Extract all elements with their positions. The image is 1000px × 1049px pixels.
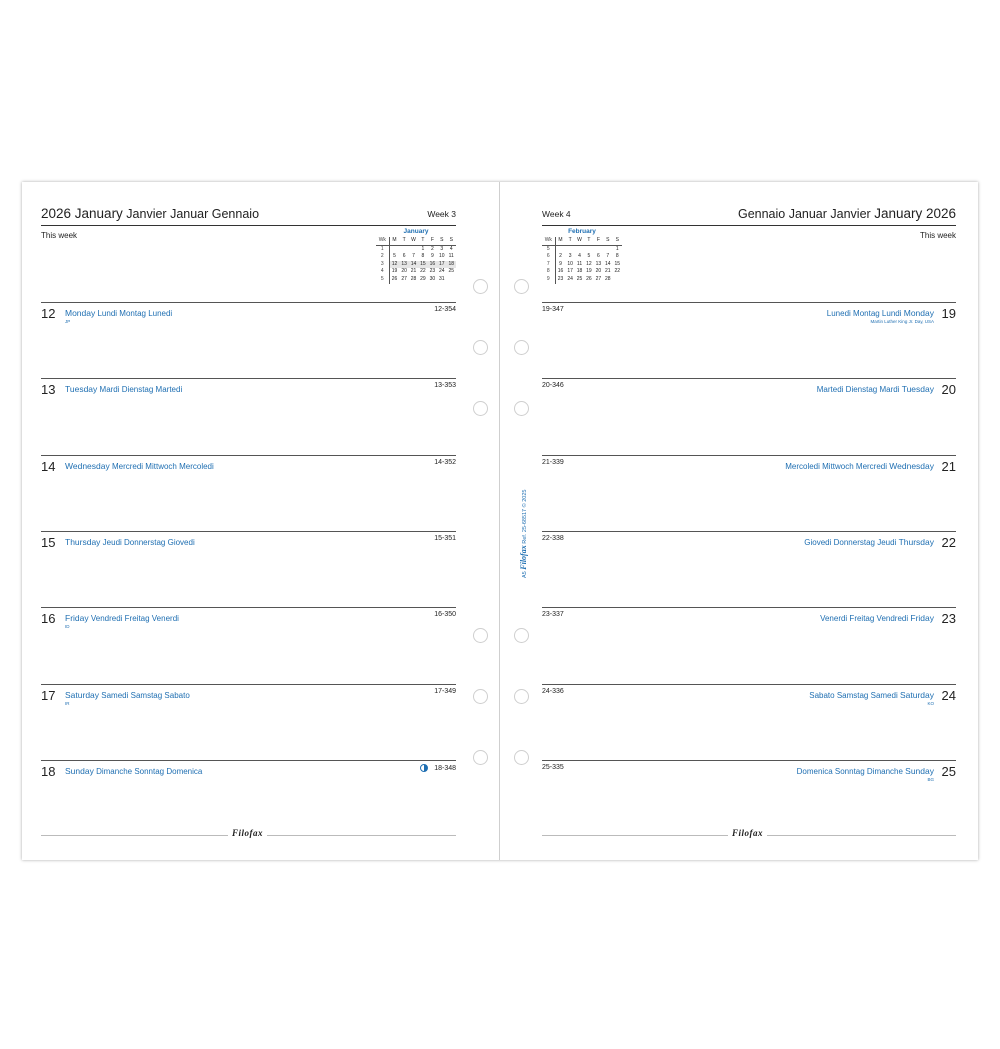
right-calendar-day-cell: 17 [567, 268, 573, 275]
left-day-name [65, 384, 182, 394]
right-calendar-week-row [542, 261, 622, 269]
left-day-number: 14 [41, 458, 56, 474]
right-calendar-day-cell [584, 245, 593, 253]
binder-hole [514, 689, 529, 704]
left-title-languages: Janvier Januar Gennaio [126, 207, 260, 221]
right-title-languages: Gennaio Januar Janvier [737, 207, 871, 221]
right-day-number: 21 [941, 458, 956, 474]
right-mini-calendar [542, 228, 622, 284]
binder-hole [514, 340, 529, 355]
left-calendar-day-cell [389, 245, 399, 253]
right-day-number: 23 [941, 611, 956, 627]
left-calendar-day-cell: 6 [402, 253, 406, 260]
right-calendar-day-cell: 25 [576, 275, 583, 282]
right-calendar-day-cell: 15 [614, 260, 621, 267]
right-day-count-text: 24-336 [542, 687, 564, 695]
left-calendar-header-cell: T [418, 237, 427, 245]
left-calendar-week-number: 1 [376, 245, 389, 253]
left-day-name-languages: Mercredi Mittwoch Mercoledi [111, 461, 214, 471]
left-calendar-week-row [376, 268, 456, 276]
right-calendar-week-number: 5 [542, 245, 555, 253]
right-calendar-day-cell: 26 [586, 275, 592, 282]
right-day-count-text: 25-335 [542, 763, 564, 771]
left-day-rule [41, 531, 456, 532]
left-calendar-day-cell: 24 [439, 268, 445, 275]
left-calendar-week-row [376, 261, 456, 269]
left-day-name-languages: Lundi Montag Lunedi [97, 309, 173, 318]
right-day-number: 24 [941, 687, 956, 703]
left-day-name [65, 537, 195, 547]
diary-spread [22, 182, 978, 860]
left-calendar-day-cell: 25 [448, 268, 455, 275]
left-this-week-label: This week [41, 231, 78, 240]
left-calendar-day-cell [399, 245, 408, 253]
right-day-count [542, 306, 564, 313]
right-calendar-header-cell: F [594, 237, 603, 245]
right-day-name-languages: Giovedi Donnerstag Jeudi [804, 537, 897, 547]
binder-hole [473, 689, 488, 704]
right-calendar-day-cell: 13 [595, 260, 602, 267]
left-calendar-day-cell: 2 [430, 245, 434, 252]
right-day-rule [542, 531, 956, 532]
right-day-name-languages: Domenica Sonntag Dimanche [796, 766, 903, 776]
left-calendar-day-cell: 20 [401, 268, 407, 275]
binder-hole [473, 340, 488, 355]
right-day-name-main: Tuesday [901, 384, 934, 395]
left-calendar-day-cell: 1 [421, 245, 425, 252]
right-calendar-week-number: 9 [542, 276, 555, 284]
left-filofax-logo: Filofax [228, 828, 267, 838]
right-calendar-day-cell [575, 245, 584, 253]
right-calendar-week-row [542, 245, 622, 253]
left-calendar-day-cell [447, 276, 457, 284]
right-calendar-day-cell: 18 [576, 268, 583, 275]
right-calendar-day-cell: 23 [557, 275, 564, 282]
left-calendar-header-cell: W [409, 237, 418, 245]
left-day-count-text: 12-354 [434, 306, 456, 313]
left-day-name [65, 690, 190, 700]
right-calendar-day-cell [565, 245, 574, 253]
right-page [500, 182, 978, 860]
right-day-name [817, 384, 934, 394]
right-calendar-week-row [542, 276, 622, 284]
spine-size-label: A5 [522, 571, 528, 578]
right-day-name [809, 690, 934, 700]
left-header-rule [41, 225, 456, 226]
right-calendar-week-row [542, 253, 622, 261]
left-day-name-languages: Dimanche Sonntag Domenica [96, 766, 203, 776]
right-calendar-day-cell: 2 [559, 253, 562, 260]
right-day-number: 22 [941, 534, 956, 550]
left-day-count-text: 18-348 [434, 764, 456, 772]
left-calendar-header-cell: T [399, 237, 408, 245]
left-day-name-languages: Mardi Dienstag Martedi [99, 385, 183, 395]
left-day-name-main: Tuesday [65, 384, 98, 395]
right-day-name-main: Saturday [899, 689, 934, 700]
right-day-number: 25 [941, 763, 956, 779]
right-header-rule [542, 225, 956, 226]
right-day-number: 19 [941, 306, 956, 321]
left-day-count [420, 764, 456, 772]
left-calendar-week-row [376, 276, 456, 284]
right-calendar-day-cell: 3 [568, 253, 572, 260]
left-day-name [65, 613, 179, 623]
right-day-name-languages: Mercoledi Mittwoch Mercredi [785, 461, 888, 471]
right-day-name [827, 308, 934, 318]
right-day-name-languages: Martedi Dienstag Mardi [816, 385, 900, 395]
spine-reference-text [519, 490, 528, 578]
right-day-number: 20 [941, 382, 956, 398]
left-calendar-header-cell: M [389, 237, 399, 245]
binder-hole [473, 750, 488, 765]
left-day-rule [41, 684, 456, 685]
left-day-name [65, 461, 214, 471]
left-calendar-day-cell: 7 [412, 253, 415, 260]
left-day-count-text: 16-350 [434, 611, 456, 619]
right-day-name-languages: Sabato Samstag Samedi [809, 690, 898, 700]
right-calendar-day-cell: 7 [606, 253, 610, 260]
right-day-name-main: Friday [910, 613, 934, 624]
right-calendar-day-cell: 20 [595, 268, 602, 275]
left-title-year-month: 2026 January [41, 206, 123, 221]
left-page-title [41, 206, 259, 221]
left-calendar-day-cell: 16 [429, 260, 436, 267]
right-day-count [542, 382, 564, 389]
right-day-count [542, 611, 564, 618]
right-day-count-text: 19-347 [542, 306, 564, 313]
left-day-rule [41, 760, 456, 761]
spine-brand-logo: Filofax [519, 545, 528, 570]
left-day-count [434, 459, 456, 466]
right-day-count [542, 688, 564, 695]
left-calendar-day-cell: 22 [420, 268, 426, 275]
left-day-name-main: Thursday [65, 536, 101, 547]
right-day-name [804, 537, 934, 547]
right-calendar-day-cell: 4 [578, 253, 581, 260]
right-day-name [797, 766, 934, 776]
left-day-count [434, 611, 456, 618]
right-calendar-day-cell: 16 [557, 268, 564, 275]
left-day-number: 16 [41, 611, 56, 627]
right-calendar-day-cell: 22 [614, 268, 621, 275]
left-day-name [65, 308, 172, 318]
right-day-count [542, 459, 564, 466]
right-calendar-day-cell [613, 276, 623, 284]
right-day-count [542, 535, 564, 542]
left-calendar-day-cell: 13 [401, 260, 407, 267]
left-mini-calendar-grid [376, 237, 456, 284]
right-mini-calendar-grid [542, 237, 622, 284]
right-calendar-day-cell: 14 [605, 260, 611, 267]
right-day-name-main: Thursday [898, 536, 934, 547]
left-calendar-header-cell: S [447, 237, 457, 245]
left-calendar-day-cell: 23 [429, 268, 436, 275]
left-calendar-day-cell: 12 [389, 261, 399, 269]
right-calendar-day-cell: 1 [615, 245, 619, 252]
left-day-number: 17 [41, 687, 56, 703]
left-calendar-week-number: 5 [376, 276, 389, 284]
left-day-count [434, 306, 456, 313]
left-calendar-day-cell: 4 [449, 245, 453, 252]
left-page [22, 182, 500, 860]
left-day-count [434, 382, 456, 389]
left-calendar-day-cell: 10 [439, 253, 445, 260]
left-calendar-header-cell: Wk [376, 237, 389, 245]
left-day-rule [41, 455, 456, 456]
right-calendar-header-cell: T [565, 237, 574, 245]
binder-hole [473, 628, 488, 643]
left-calendar-day-cell: 8 [421, 253, 425, 260]
left-day-count-text: 17-349 [434, 687, 456, 695]
right-filofax-logo: Filofax [728, 828, 767, 838]
left-day-holiday-note: ID [65, 624, 70, 630]
left-day-name-main: Friday [65, 613, 89, 624]
right-title-year-month: January 2026 [874, 206, 956, 221]
right-day-count-text: 20-346 [542, 382, 564, 390]
right-calendar-header-cell: S [603, 237, 612, 245]
right-this-week-label: This week [919, 231, 956, 240]
left-calendar-day-cell: 27 [401, 275, 407, 282]
right-calendar-day-cell [603, 245, 612, 253]
left-day-name-languages: Jeudi Donnerstag Giovedi [102, 537, 195, 547]
left-day-rule [41, 302, 456, 303]
left-day-number: 15 [41, 534, 56, 550]
left-calendar-day-cell: 21 [410, 268, 417, 275]
right-calendar-day-cell [555, 245, 565, 253]
right-calendar-day-cell: 19 [586, 268, 592, 275]
right-day-holiday-note: KO [927, 700, 934, 706]
right-day-count-text: 23-337 [542, 611, 564, 619]
right-calendar-day-cell: 24 [567, 275, 573, 282]
right-calendar-week-number: 7 [542, 261, 555, 269]
left-day-rule [41, 607, 456, 608]
right-calendar-header-cell: Wk [542, 237, 555, 245]
right-day-count [542, 764, 564, 771]
left-calendar-day-cell: 11 [448, 253, 454, 260]
left-calendar-day-cell: 29 [420, 275, 426, 282]
left-calendar-day-cell [409, 245, 418, 253]
right-calendar-week-number: 8 [542, 268, 555, 276]
left-day-name-main: Monday [65, 308, 96, 318]
left-calendar-week-number: 3 [376, 261, 389, 269]
right-day-rule [542, 684, 956, 685]
left-day-count-text: 14-352 [434, 458, 456, 466]
left-calendar-day-cell: 5 [393, 253, 396, 260]
moon-phase-icon [420, 764, 428, 772]
right-day-name-languages: Venerdi Freitag Vendredi [820, 614, 909, 624]
left-day-count-text: 13-353 [434, 382, 456, 390]
left-calendar-week-row [376, 245, 456, 253]
right-calendar-day-cell: 6 [596, 253, 600, 260]
right-calendar-day-cell: 9 [559, 260, 562, 267]
left-calendar-day-cell: 14 [410, 260, 417, 267]
left-day-rule [41, 378, 456, 379]
left-day-name-main: Saturday [65, 689, 100, 700]
right-calendar-header-cell: S [613, 237, 623, 245]
left-calendar-day-cell: 9 [430, 253, 434, 260]
binder-hole [514, 401, 529, 416]
left-day-count [434, 535, 456, 542]
right-calendar-day-cell: 8 [615, 253, 619, 260]
right-calendar-day-cell: 28 [605, 275, 611, 282]
right-mini-calendar-title: February [568, 228, 596, 235]
left-day-name-languages: Vendredi Freitag Venerdi [90, 614, 179, 624]
left-mini-calendar-title: January [403, 228, 429, 235]
right-calendar-day-cell: 10 [567, 260, 573, 267]
left-day-count-text: 15-351 [434, 534, 456, 542]
left-day-name-main: Wednesday [65, 460, 110, 471]
right-day-holiday-note: Martin Luther King Jr. Day, USA [870, 319, 934, 324]
right-calendar-day-cell: 21 [605, 268, 611, 275]
right-calendar-day-cell: 11 [576, 260, 583, 267]
left-calendar-header-cell: F [428, 237, 437, 245]
left-calendar-day-cell: 31 [439, 275, 445, 282]
left-calendar-day-cell: 17 [439, 260, 445, 267]
right-day-holiday-note: BG [927, 776, 934, 782]
binder-hole [473, 401, 488, 416]
left-calendar-day-cell: 28 [410, 275, 417, 282]
right-day-name-main: Monday [903, 308, 934, 318]
right-day-name-languages: Lunedi Montag Lundi [826, 309, 902, 318]
right-calendar-header-cell: T [584, 237, 593, 245]
binder-hole [514, 628, 529, 643]
left-calendar-day-cell: 18 [448, 260, 455, 267]
right-calendar-header-cell: M [555, 237, 565, 245]
binder-hole [473, 279, 488, 294]
right-calendar-week-row [542, 268, 622, 276]
left-day-holiday-note: JP [65, 319, 71, 324]
left-calendar-week-row [376, 253, 456, 261]
left-day-number: 12 [41, 306, 56, 321]
right-day-count-text: 21-339 [542, 458, 564, 466]
left-day-holiday-note: IR [65, 700, 70, 706]
right-day-rule [542, 455, 956, 456]
binder-hole [514, 750, 529, 765]
binder-hole [514, 279, 529, 294]
left-day-number: 18 [41, 763, 56, 779]
right-day-rule [542, 607, 956, 608]
right-calendar-day-cell: 27 [595, 275, 602, 282]
left-calendar-day-cell: 19 [391, 268, 398, 275]
right-calendar-week-number: 6 [542, 253, 555, 261]
right-day-count-text: 22-338 [542, 534, 564, 542]
left-week-label: Week 3 [427, 209, 456, 219]
right-calendar-day-cell: 5 [587, 253, 591, 260]
right-day-rule [542, 302, 956, 303]
right-calendar-day-cell: 12 [586, 260, 592, 267]
left-day-number: 13 [41, 382, 56, 398]
left-day-count [434, 688, 456, 695]
left-day-name [65, 766, 202, 776]
left-calendar-week-number: 4 [376, 268, 389, 276]
right-day-rule [542, 378, 956, 379]
right-week-label: Week 4 [542, 209, 571, 219]
right-day-name [820, 613, 934, 623]
left-calendar-week-number: 2 [376, 253, 389, 261]
left-calendar-day-cell: 26 [391, 275, 398, 282]
left-calendar-day-cell: 15 [420, 260, 426, 267]
right-day-rule [542, 760, 956, 761]
left-day-name-languages: Samedi Samstag Sabato [101, 690, 190, 700]
right-calendar-day-cell [594, 245, 603, 253]
left-mini-calendar [376, 228, 456, 284]
left-calendar-day-cell: 30 [429, 275, 436, 282]
right-page-title [738, 206, 956, 221]
right-calendar-header-cell: W [575, 237, 584, 245]
right-day-name [785, 461, 934, 471]
left-calendar-day-cell: 3 [440, 245, 444, 252]
left-day-name-main: Sunday [65, 765, 94, 776]
right-day-name-main: Wednesday [889, 460, 934, 471]
spine-reference-code: Ref. 25-68517 © 2025 [522, 489, 528, 544]
left-calendar-header-cell: S [437, 237, 446, 245]
right-day-name-main: Sunday [905, 765, 934, 776]
